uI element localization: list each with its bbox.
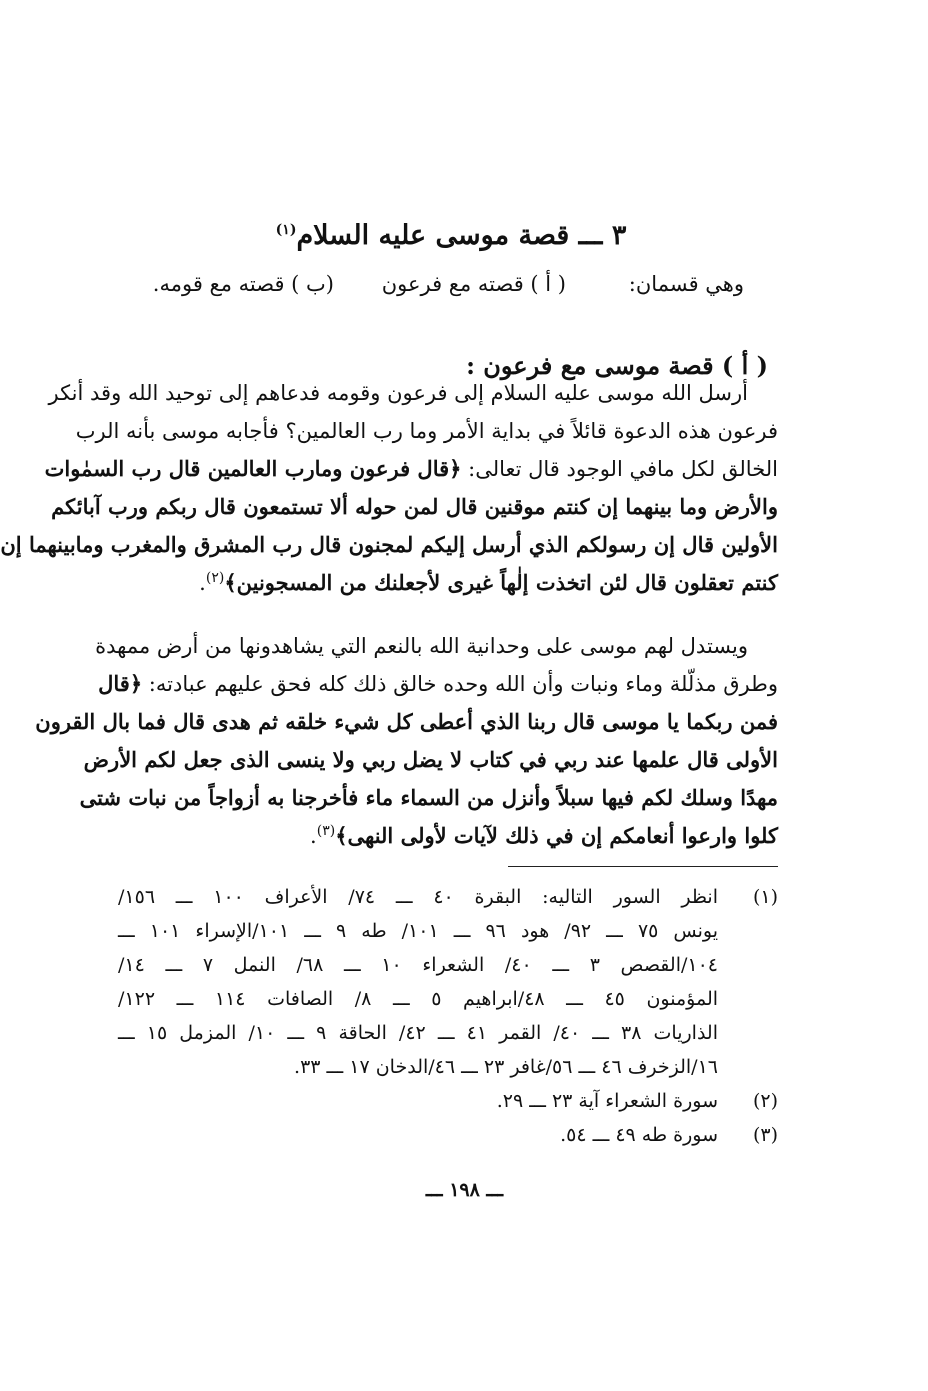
- footnote-1: [118, 880, 778, 1084]
- paragraph-1-text: الخالق لكل مافي الوجود قال تعالى:: [461, 457, 778, 481]
- quran-quote: ﴿قال: [98, 671, 143, 696]
- paragraph-2-line: [98, 665, 778, 703]
- footnote-line: سورة طه ٤٩ ـــ ٥٤.: [560, 1124, 718, 1146]
- paragraph-1-line: [113, 564, 778, 602]
- quran-quote-end: كنتم تعقلون قال لئن اتخذت إلٰهاً غيرى لأجعلنك من المسجونين﴾: [224, 570, 778, 595]
- footnote-line: المؤمنون ٤٥ ـــ ٤٨/ابراهيم ٥ ـــ ٨/ الصافات ١١٤ ـــ ١٢٢/: [118, 988, 719, 1010]
- quran-quote: ﴿قال فرعون ومارب العالمين قال رب السمٰوات: [44, 456, 462, 481]
- chapter-title: [151, 216, 751, 256]
- paragraph-2-text: وطرق مذلّلة وماء ونبات وأن الله وحده خالق ذلك كله فحق عليهم عبادته:: [142, 672, 778, 696]
- paragraph-1-line: [44, 450, 778, 488]
- footnote-line: سورة الشعراء آية ٢٣ ـــ ٢٩.: [496, 1090, 718, 1112]
- quran-quote-line: مهدًا وسلك لكم فيها سبلاً وأنزل من السماء ماء فأخرجنا به أزواجاً من نبات شتى: [79, 785, 778, 810]
- section-heading-a: ( أ ) قصة موسى مع فرعون :: [466, 350, 768, 380]
- paragraph-1-line: فرعون هذه الدعوة قائلاً في بداية الأمر وما رب العالمين؟ فأجابه موسى بأنه الرب: [75, 419, 778, 443]
- section-a-label: ( أ ) قصته مع فرعون: [381, 272, 566, 296]
- footnote-2: [118, 1084, 778, 1118]
- quran-quote-line: فمن ربكما يا موسى قال ربنا الذي أعطى كل شيء خلقه ثم هدى قال فما بال القرون: [35, 709, 778, 734]
- quran-quote-line: والأرض وما بينهما إن كنتم موقنين قال لمن حوله ألا تستمعون قال ربكم ورب آبائكم: [51, 494, 778, 519]
- page-number: ـــ ١٩٨ ـــ: [425, 1179, 504, 1201]
- footnote-line: الذاريات ٣٨ ـــ ٤٠/ القمر ٤١ ـــ ٤٢/ الحاقة ٩ ـــ ١٠/ المزمل ١٥ ـــ: [118, 1022, 718, 1044]
- paragraph-2: [35, 627, 778, 855]
- sentence-end: .: [199, 571, 206, 595]
- paragraph-2-line: [113, 817, 778, 855]
- footnote-3: [118, 1118, 778, 1152]
- section-b-label: (ب ) قصته مع قومه.: [152, 272, 334, 296]
- footnote-divider: [508, 866, 778, 867]
- sections-overview: [104, 266, 744, 302]
- footnote-line: يونس ٧٥ ـــ ٩٢/ هود ٩٦ ـــ ١٠١/ طه ٩ ـــ ١٠١/الإسراء ١٠١ ـــ: [118, 920, 719, 942]
- quran-quote-line: الأولين قال إن رسولكم الذي أرسل إليكم لمجنون قال رب المشرق والمغرب ومابينهما إن: [0, 532, 778, 557]
- footnote-ref-1: (١): [275, 222, 297, 239]
- footnotes: [118, 880, 778, 1152]
- footnote-number: (٣): [752, 1124, 778, 1146]
- footnote-ref-3: (٣): [316, 823, 336, 839]
- footnote-number: (١): [752, 886, 778, 908]
- quran-quote-end: كلوا وارعوا أنعامكم إن في ذلك لآيات لأولى النهى﴾: [335, 823, 778, 848]
- chapter-title-text: ٣ ـــ قصة موسى عليه السلام: [296, 220, 627, 252]
- footnote-number: (٢): [752, 1090, 778, 1112]
- sections-lead: وهي قسمان:: [628, 272, 744, 296]
- paragraph-1: [0, 374, 778, 602]
- footnote-line: انظر السور التاليه: البقرة ٤٠ ـــ ٧٤/ الأعراف ١٠٠ ـــ ١٥٦/: [118, 886, 718, 908]
- paragraph-2-line: ويستدل لهم موسى على وحدانية الله بالنعم التي يشاهدونها من أرض ممهدة: [95, 634, 748, 658]
- paragraph-1-line: أرسل الله موسى عليه السلام إلى فرعون وقومه فدعاهم إلى توحيد الله وقد أنكر: [48, 381, 748, 405]
- footnote-line: ١٠٤/القصص ٣ ـــ ٤٠/ الشعراء ١٠ ـــ ٦٨/ النمل ٧ ـــ ١٤/: [118, 954, 719, 976]
- footnote-ref-2: (٢): [205, 570, 225, 586]
- sentence-end: .: [310, 824, 317, 848]
- footnote-line: ١٦/الزخرف ٤٦ ـــ ٥٦/غافر ٢٣ ـــ ٤٦/الدخان ١٧ ـــ ٣٣.: [294, 1056, 718, 1078]
- quran-quote-line: الأولى قال علمها عند ربي في كتاب لا يضل ربي ولا ينسى الذى جعل لكم الأرض: [83, 747, 778, 772]
